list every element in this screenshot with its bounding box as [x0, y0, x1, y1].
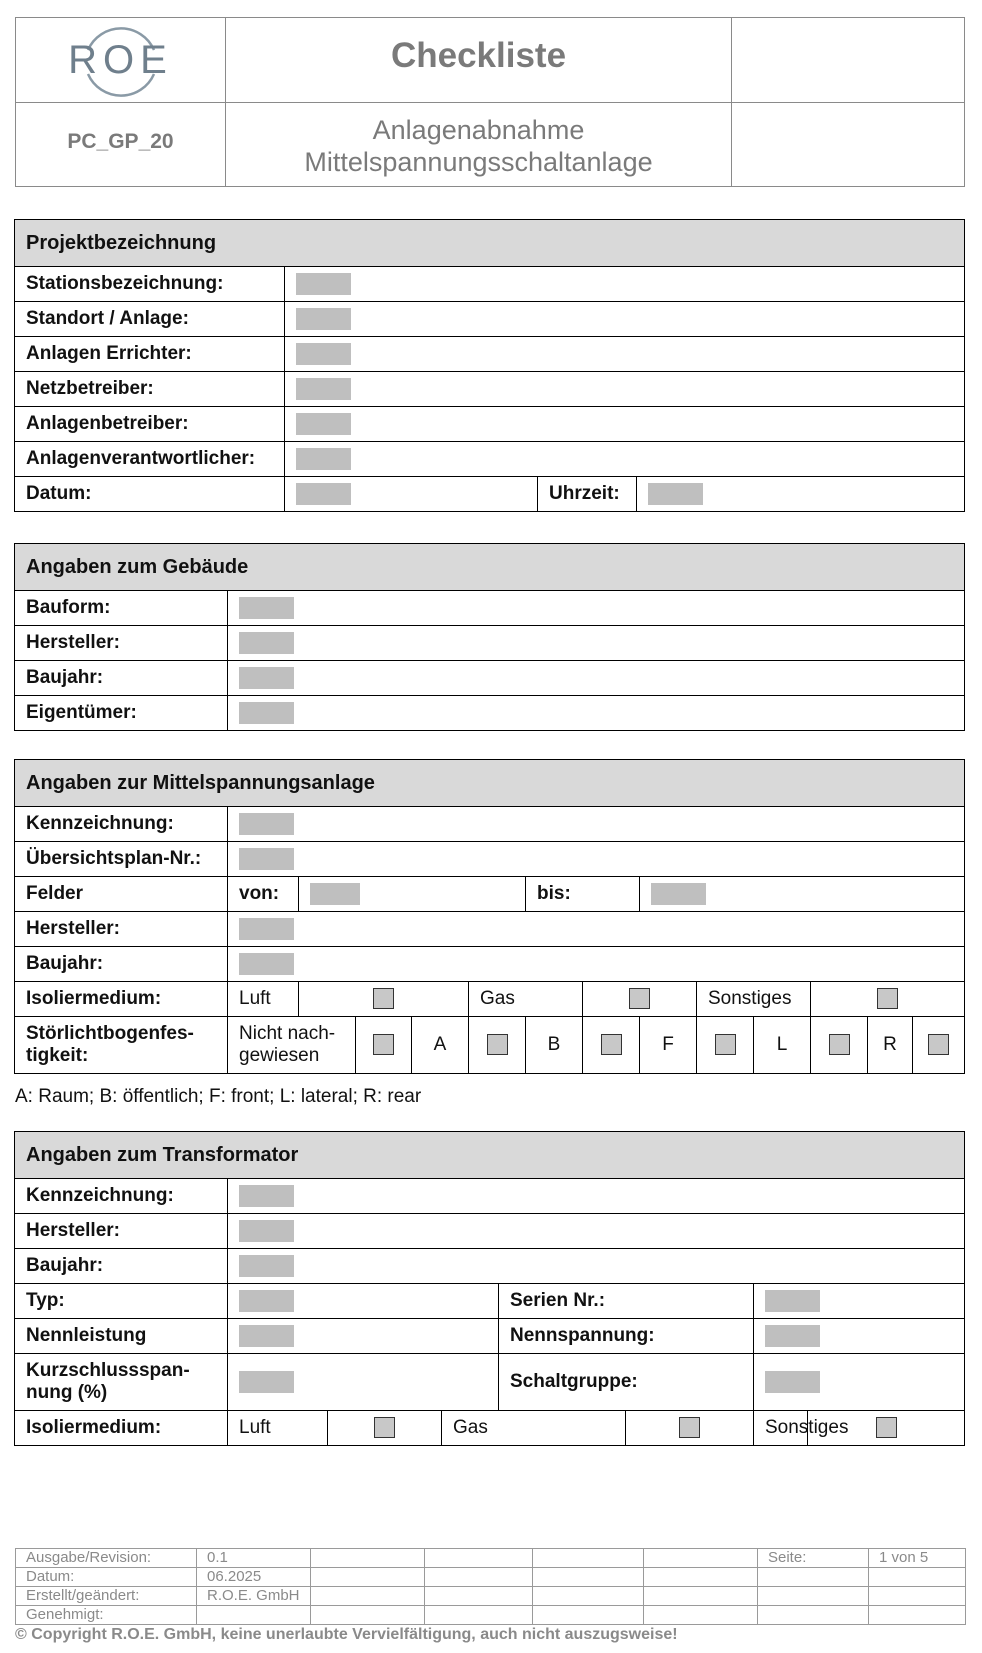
field-label: Hersteller: — [15, 626, 228, 661]
field-label: Datum: — [15, 477, 285, 512]
field-label: Felder — [15, 877, 228, 912]
field-label: bis: — [526, 877, 640, 912]
option-label: L — [754, 1017, 811, 1074]
checkbox-f[interactable] — [715, 1034, 736, 1055]
option-label: R — [868, 1017, 913, 1074]
field-label: Nennleistung — [15, 1319, 228, 1354]
company-logo: ROE — [68, 38, 173, 82]
field-label: Bauform: — [15, 591, 228, 626]
option-label: Sonstiges — [697, 982, 811, 1017]
checkbox-luft[interactable] — [374, 1417, 395, 1438]
field-label: von: — [228, 877, 299, 912]
field-label: Baujahr: — [15, 1249, 228, 1284]
option-label: Gas — [469, 982, 583, 1017]
field-label: Isoliermedium: — [15, 982, 228, 1017]
field-label: Kennzeichnung: — [15, 1179, 228, 1214]
input-field[interactable] — [239, 1325, 294, 1347]
field-label: Eigentümer: — [15, 696, 228, 731]
field-label: Anlagen Errichter: — [15, 337, 285, 372]
field-label: Anlagenverantwortlicher: — [15, 442, 285, 477]
date-field[interactable] — [296, 483, 351, 505]
option-label: Nicht nach- gewiesen — [228, 1017, 356, 1074]
page-title: Checkliste — [390, 36, 567, 75]
input-field[interactable] — [296, 448, 351, 470]
input-field[interactable] — [239, 1371, 294, 1393]
option-label: Sonstiges — [754, 1411, 808, 1446]
input-field[interactable] — [239, 813, 294, 835]
legend-note: A: Raum; B: öffentlich; F: front; L: lateral; R: rear — [15, 1086, 422, 1107]
field-label: Stationsbezeichnung: — [15, 267, 285, 302]
input-field[interactable] — [296, 273, 351, 295]
time-field[interactable] — [648, 483, 703, 505]
option-label: A — [412, 1017, 469, 1074]
input-field[interactable] — [296, 378, 351, 400]
field-label: Netzbetreiber: — [15, 372, 285, 407]
document-subtitle: Anlagenabnahme Mittelspannungsschaltanlage — [304, 115, 653, 177]
section-transformator — [14, 1131, 965, 1446]
footer-label: Erstellt/geändert: — [16, 1587, 197, 1606]
checkbox-gas[interactable] — [629, 988, 650, 1009]
input-field[interactable] — [239, 702, 294, 724]
input-field[interactable] — [239, 1185, 294, 1207]
checkbox-r[interactable] — [928, 1034, 949, 1055]
footer-table — [15, 1548, 966, 1625]
section-mittelspannung — [14, 759, 965, 1074]
input-field[interactable] — [239, 918, 294, 940]
field-label: Baujahr: — [15, 947, 228, 982]
footer-value: 1 von 5 — [869, 1549, 966, 1568]
field-label: Anlagenbetreiber: — [15, 407, 285, 442]
section-heading: Projektbezeichnung — [15, 220, 965, 267]
section-heading: Angaben zum Gebäude — [15, 544, 965, 591]
felder-bis-field[interactable] — [651, 883, 706, 905]
checkbox-a[interactable] — [487, 1034, 508, 1055]
copyright-notice: © Copyright R.O.E. GmbH, keine unerlaubte Vervielfältigung, auch nicht auszugsweise! — [15, 1626, 678, 1643]
section-projekt — [14, 219, 965, 512]
checkbox-sonstiges[interactable] — [876, 1417, 897, 1438]
field-label: Nennspannung: — [499, 1319, 754, 1354]
checkbox-l[interactable] — [829, 1034, 850, 1055]
checkbox-sonstiges[interactable] — [877, 988, 898, 1009]
footer-label: Ausgabe/Revision: — [16, 1549, 197, 1568]
option-label: Luft — [228, 982, 299, 1017]
footer-value: 0.1 — [197, 1549, 311, 1568]
checkbox-b[interactable] — [601, 1034, 622, 1055]
input-field[interactable] — [296, 413, 351, 435]
input-field[interactable] — [765, 1325, 820, 1347]
footer-label: Datum: — [16, 1568, 197, 1587]
footer-value: 06.2025 — [197, 1568, 311, 1587]
input-field[interactable] — [239, 597, 294, 619]
field-label: Schaltgruppe: — [499, 1354, 754, 1411]
footer-label: Genehmigt: — [16, 1606, 197, 1625]
field-label: Serien Nr.: — [499, 1284, 754, 1319]
input-field[interactable] — [765, 1290, 820, 1312]
checkbox-nicht-nachgewiesen[interactable] — [373, 1034, 394, 1055]
footer-value: R.O.E. GmbH — [197, 1587, 311, 1606]
input-field[interactable] — [765, 1371, 820, 1393]
section-gebaeude — [14, 543, 965, 731]
field-label: Kennzeichnung: — [15, 807, 228, 842]
field-label: Hersteller: — [15, 912, 228, 947]
option-label: Gas — [442, 1411, 626, 1446]
field-label: Typ: — [15, 1284, 228, 1319]
input-field[interactable] — [239, 1220, 294, 1242]
input-field[interactable] — [296, 308, 351, 330]
field-label: Uhrzeit: — [538, 477, 637, 512]
checkbox-luft[interactable] — [373, 988, 394, 1009]
input-field[interactable] — [239, 632, 294, 654]
field-label: Hersteller: — [15, 1214, 228, 1249]
document-header — [15, 17, 965, 187]
field-label: Isoliermedium: — [15, 1411, 228, 1446]
field-label: Baujahr: — [15, 661, 228, 696]
input-field[interactable] — [239, 848, 294, 870]
input-field[interactable] — [296, 343, 351, 365]
field-label: Standort / Anlage: — [15, 302, 285, 337]
document-code: PC_GP_20 — [67, 130, 174, 153]
section-heading: Angaben zur Mittelspannungsanlage — [15, 760, 965, 807]
input-field[interactable] — [239, 667, 294, 689]
input-field[interactable] — [239, 1290, 294, 1312]
input-field[interactable] — [239, 1255, 294, 1277]
option-label: B — [526, 1017, 583, 1074]
field-label: Kurzschlussspan- nung (%) — [15, 1354, 228, 1411]
footer-label: Seite: — [758, 1549, 869, 1568]
felder-von-field[interactable] — [310, 883, 360, 905]
checkbox-gas[interactable] — [679, 1417, 700, 1438]
option-label: Luft — [228, 1411, 328, 1446]
section-heading: Angaben zum Transformator — [15, 1132, 965, 1179]
field-label: Übersichtsplan-Nr.: — [15, 842, 228, 877]
input-field[interactable] — [239, 953, 294, 975]
field-label: Störlichtbogenfes- tigkeit: — [15, 1017, 228, 1074]
option-label: F — [640, 1017, 697, 1074]
